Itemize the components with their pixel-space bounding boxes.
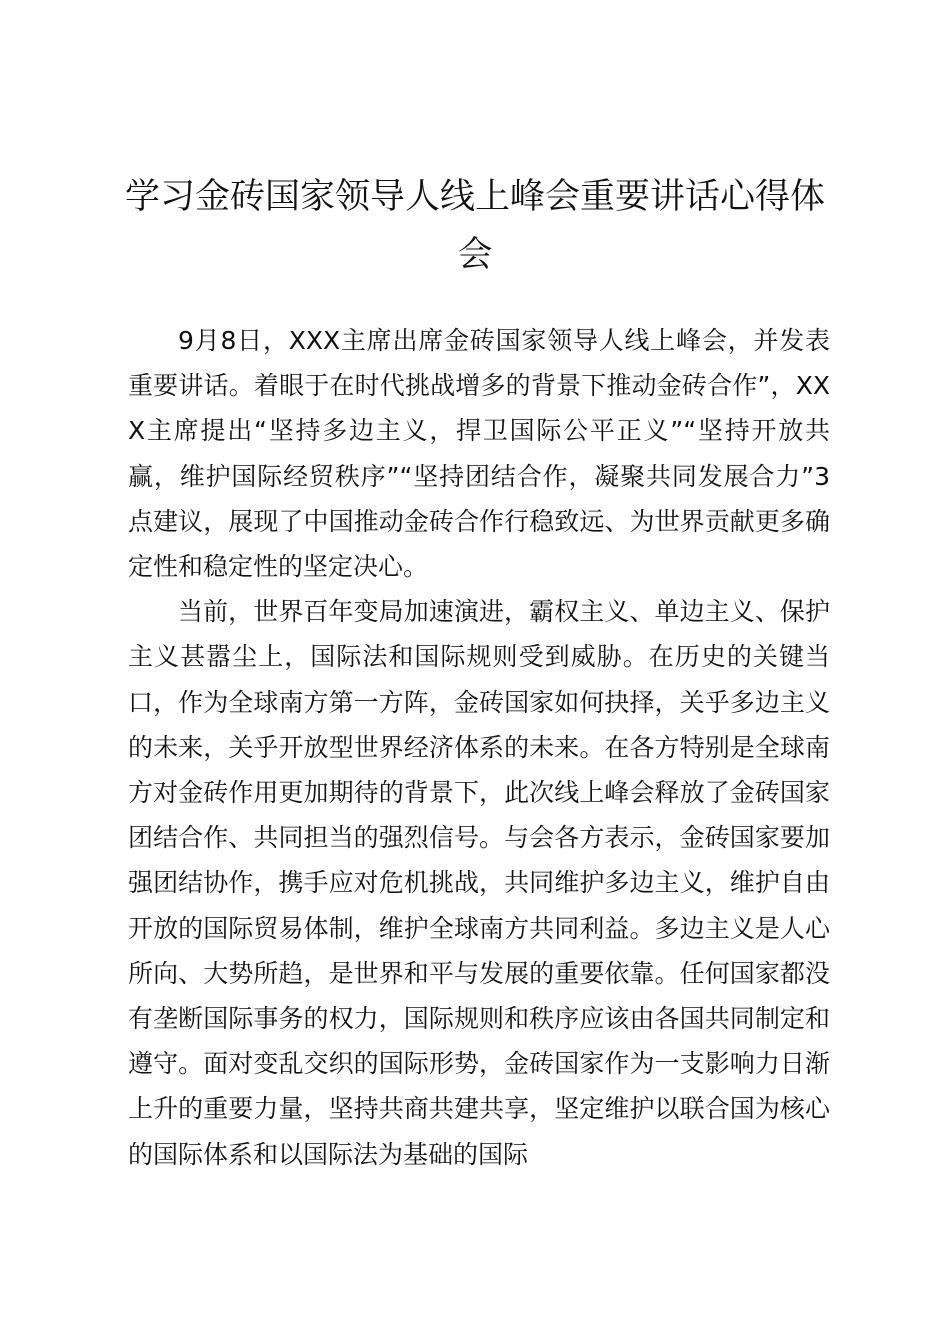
- document-title: 学习金砖国家领导人线上峰会重要讲话心得体会: [124, 177, 825, 275]
- document-body: [128, 318, 830, 1177]
- paragraph-1: 9月8日，XXX主席出席金砖国家领导人线上峰会，并发表重要讲话。着眼于在时代挑战增多的背景下推动金砖合作”，XXX主席提出“坚持多边主义，捍卫国际公平正义”“坚持开放共赢，维护国际经贸秩序”“坚持团结合作，凝聚共同发展合力”3点建议，展现了中国推动金砖合作行稳致远、为世界贡献更多确定性和稳定性的坚定决心。: [128, 326, 830, 582]
- paragraph-2: 当前，世界百年变局加速演进，霸权主义、单边主义、保护主义甚嚣尘上，国际法和国际规则受到威胁。在历史的关键当口，作为全球南方第一方阵，金砖国家如何抉择，关乎多边主义的未来，关乎开放型世界经济体系的未来。在各方特别是全球南方对金砖作用更加期待的背景下，此次线上峰会释放了金砖国家团结合作、共同担当的强烈信号。与会各方表示，金砖国家要加强团结协作，携手应对危机挑战，共同维护多边主义，维护自由开放的国际贸易体制，维护全球南方共同利益。多边主义是人心所向、大势所趋，是世界和平与发展的重要依靠。任何国家都没有垄断国际事务的权力，国际规则和秩序应该由各国共同制定和遵守。面对变乱交织的国际形势，金砖国家作为一支影响力日渐上升的重要力量，坚持共商共建共享，坚定维护以联合国为核心的国际体系和以国际法为基础的国际: [128, 597, 830, 1169]
